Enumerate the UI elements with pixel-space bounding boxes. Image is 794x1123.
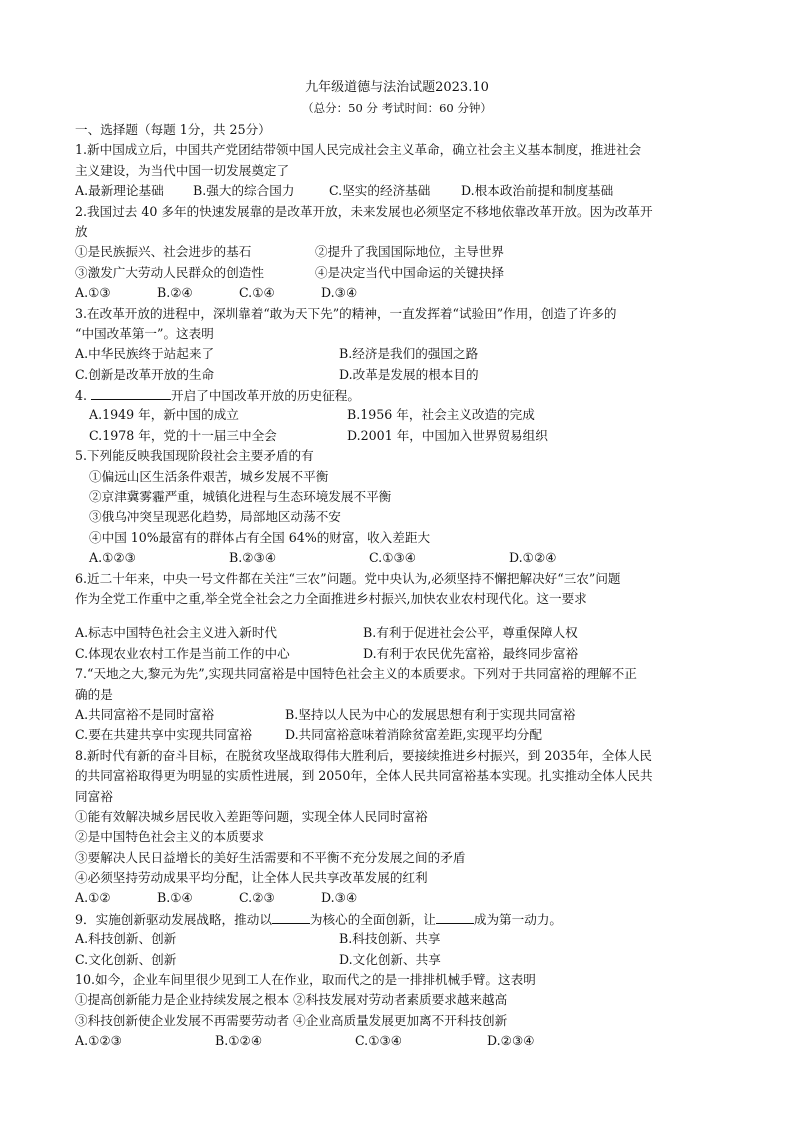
option-d: D.①②④ bbox=[509, 550, 557, 566]
option-d: D.2001 年，中国加入世界贸易组织 bbox=[347, 427, 548, 443]
options-row bbox=[75, 181, 735, 201]
option-b: B.经济是我们的强国之路 bbox=[339, 346, 479, 362]
option-c: C.①③④ bbox=[369, 550, 417, 566]
option-b: B.科技创新、共享 bbox=[339, 931, 441, 947]
statement-2: ②京津冀雾霾严重，城镇化进程与生态环境发展不平衡 bbox=[89, 489, 392, 505]
options-row bbox=[75, 283, 735, 303]
question-stem: 主义建设，为当代中国一切发展奠定了 bbox=[75, 162, 290, 178]
option-b: B.强大的综合国力 bbox=[193, 183, 295, 199]
statement-3: ③激发广大劳动人民群众的创造性 bbox=[75, 264, 264, 280]
question-stem: 5.下列能反映我国现阶段社会主要矛盾的有 bbox=[75, 448, 314, 464]
option-d: D.改革是发展的根本目的 bbox=[339, 366, 479, 382]
statement-2: ②是中国特色社会主义的本质要求 bbox=[75, 829, 264, 845]
question-8 bbox=[75, 746, 735, 909]
question-stem: 8.新时代有新的奋斗目标，在脱贫攻坚战取得伟大胜利后，要接续推进乡村振兴，到 2035年，全体人民 bbox=[75, 747, 653, 763]
question-number: 4. bbox=[75, 388, 88, 404]
fill-blank bbox=[436, 909, 474, 924]
question-5 bbox=[75, 446, 735, 568]
question-stem: 10.如今，企业车间里很少见到工人在作业，取而代之的是一排排机械手臂。这表明 bbox=[75, 972, 536, 988]
options-row bbox=[75, 623, 735, 643]
question-stem bbox=[75, 909, 735, 929]
question-text: 成为第一动力。 bbox=[473, 911, 563, 927]
question-stem: 同富裕 bbox=[75, 788, 113, 804]
question-stem: 1.新中国成立后，中国共产党团结带领中国人民完成社会主义革命，确立社会主义基本制度，推进社会 bbox=[75, 142, 642, 158]
option-a: A.中华民族终于站起来了 bbox=[75, 346, 215, 362]
option-a: A.科技创新、创新 bbox=[75, 931, 177, 947]
option-c: C.①③④ bbox=[355, 1033, 403, 1049]
option-a: A.1949 年，新中国的成立 bbox=[89, 407, 239, 423]
options-row bbox=[75, 365, 735, 385]
options-row bbox=[75, 705, 735, 725]
question-text: 9．实施创新驱动发展战略，推动以 bbox=[75, 911, 272, 927]
question-stem: 确的是 bbox=[75, 686, 113, 702]
statements-1-2: ①提高创新能力是企业持续发展之根本 ②科技发展对劳动者素质要求越来越高 bbox=[75, 992, 508, 1008]
option-a: A.①② bbox=[75, 890, 111, 906]
exam-subtitle: （总分：50 分 考试时间：60 分钟） bbox=[302, 101, 492, 115]
options-row bbox=[75, 929, 735, 949]
question-stem: 的共同富裕取得更为明显的实质性进展，到 2050年，全体人民共同富裕基本实现。扎实推动全体人民共 bbox=[75, 768, 653, 784]
statements-3-4: ③科技创新使企业发展不再需要劳动者 ④企业高质量发展更加离不开科技创新 bbox=[75, 1012, 508, 1028]
option-a: A.共同富裕不是同时富裕 bbox=[75, 706, 215, 722]
options-row bbox=[75, 725, 735, 745]
exam-title: 九年级道德与法治试题2023.10 bbox=[305, 80, 489, 95]
option-d: D.根本政治前提和制度基础 bbox=[461, 183, 614, 199]
question-stem: 作为全党工作重中之重,举全党全社会之力全面推进乡村振兴,加快农业农村现代化。这一要求 bbox=[75, 590, 587, 606]
question-9 bbox=[75, 909, 735, 970]
options-row bbox=[75, 1031, 735, 1051]
option-a: A.①②③ bbox=[89, 550, 136, 566]
option-d: D.有利于农民优先富裕，最终同步富裕 bbox=[363, 645, 579, 661]
question-7 bbox=[75, 664, 735, 746]
statements-row bbox=[75, 263, 735, 283]
option-c: C.文化创新、创新 bbox=[75, 951, 177, 967]
option-b: B.②④ bbox=[157, 285, 193, 301]
option-d: D.②③④ bbox=[487, 1033, 535, 1049]
question-4 bbox=[75, 385, 735, 446]
statement-3: ③要解决人民日益增长的美好生活需要和不平衡不充分发展之间的矛盾 bbox=[75, 849, 466, 865]
option-d: D.③④ bbox=[321, 285, 358, 301]
question-stem: 放 bbox=[75, 223, 88, 239]
exam-content bbox=[75, 120, 735, 1052]
statement-3: ③俄乌冲突呈现恶化趋势，局部地区动荡不安 bbox=[89, 509, 341, 525]
question-stem: 3.在改革开放的进程中，深圳靠着“敢为天下先”的精神，一直发挥着“试验田”作用，创造了许多的 bbox=[75, 305, 617, 321]
question-6 bbox=[75, 569, 735, 665]
option-d: D.③④ bbox=[321, 890, 358, 906]
question-stem bbox=[75, 385, 735, 405]
fill-blank bbox=[272, 909, 310, 924]
statement-4: ④中国 10%最富有的群体占有全国 64%的财富，收入差距大 bbox=[89, 529, 431, 545]
options-row bbox=[75, 344, 735, 364]
option-c: C.②③ bbox=[239, 890, 275, 906]
option-b: B.①④ bbox=[157, 890, 193, 906]
statement-1: ①偏远山区生活条件艰苦，城乡发展不平衡 bbox=[89, 468, 329, 484]
question-10 bbox=[75, 970, 735, 1052]
question-stem: “中国改革第一”。这表明 bbox=[75, 325, 214, 341]
option-c: C.要在共建共享中实现共同富裕 bbox=[75, 727, 252, 743]
section-heading: 一、选择题（每题 1分，共 25分） bbox=[75, 122, 271, 137]
fill-blank bbox=[91, 385, 171, 400]
option-a: A.①③ bbox=[75, 285, 111, 301]
question-2 bbox=[75, 202, 735, 304]
statement-1: ①是民族振兴、社会进步的基石 bbox=[75, 244, 252, 260]
option-c: C.①④ bbox=[239, 285, 275, 301]
options-row bbox=[75, 888, 735, 908]
option-d: D.共同富裕意味着消除贫富差距,实现平均分配 bbox=[285, 727, 542, 743]
option-b: B.坚持以人民为中心的发展思想有利于实现共同富裕 bbox=[285, 706, 576, 722]
option-c: C.坚实的经济基础 bbox=[329, 183, 431, 199]
options-row bbox=[75, 644, 735, 664]
question-stem: 6.近二十年来，中央一号文件都在关注“三农”问题。党中央认为,必须坚持不懈把解决好“三农”问题 bbox=[75, 570, 621, 586]
option-d: D.文化创新、共享 bbox=[339, 951, 441, 967]
question-stem: 2.我国过去 40 多年的快速发展靠的是改革开放，未来发展也必须坚定不移地依靠改革开放。因为改革开 bbox=[75, 203, 653, 219]
option-b: B.1956 年，社会主义改造的完成 bbox=[347, 407, 535, 423]
option-a: A.①②③ bbox=[75, 1033, 122, 1049]
statement-1: ①能有效解决城乡居民收入差距等问题，实现全体人民同时富裕 bbox=[75, 808, 428, 824]
option-b: B.有利于促进社会公平，尊重保障人权 bbox=[363, 625, 578, 641]
options-row bbox=[75, 405, 735, 425]
question-1 bbox=[75, 140, 735, 201]
question-stem: 7.“天地之大,黎元为先”,实现共同富裕是中国特色社会主义的本质要求。下列对于共同富裕的理解不正 bbox=[75, 666, 637, 682]
option-c: C.体现农业农村工作是当前工作的中心 bbox=[75, 645, 290, 661]
options-row bbox=[75, 548, 735, 568]
option-a: A.标志中国特色社会主义进入新时代 bbox=[75, 625, 278, 641]
option-c: C.创新是改革开放的生命 bbox=[75, 366, 215, 382]
statement-4: ④是决定当代中国命运的关键抉择 bbox=[315, 264, 504, 280]
option-b: B.①②④ bbox=[215, 1033, 263, 1049]
question-text: 开启了中国改革开放的历史征程。 bbox=[171, 388, 360, 404]
statement-4: ④必须坚持劳动成果平均分配，让全体人民共享改革发展的红利 bbox=[75, 870, 428, 886]
option-b: B.②③④ bbox=[229, 550, 277, 566]
question-text: 为核心的全面创新，让 bbox=[309, 911, 436, 927]
question-3 bbox=[75, 304, 735, 386]
option-c: C.1978 年，党的十一届三中全会 bbox=[89, 427, 277, 443]
statements-row bbox=[75, 242, 735, 262]
options-row bbox=[75, 426, 735, 446]
statement-2: ②提升了我国国际地位，主导世界 bbox=[315, 244, 504, 260]
options-row bbox=[75, 950, 735, 970]
option-a: A.最新理论基础 bbox=[75, 183, 164, 199]
